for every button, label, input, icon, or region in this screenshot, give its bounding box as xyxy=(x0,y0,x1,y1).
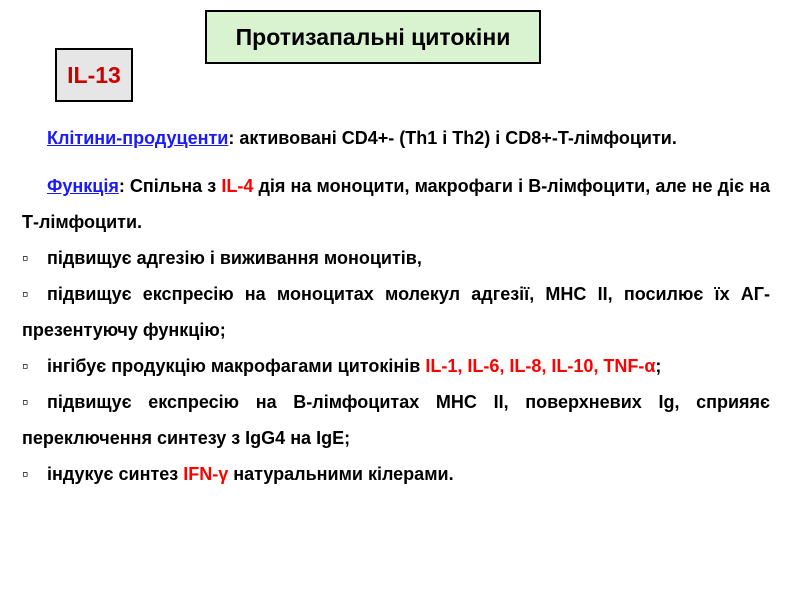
function-text-before: : Спільна з xyxy=(118,176,222,196)
bullet-after-text: ; xyxy=(655,356,662,376)
bullet-marker-icon: ▫ xyxy=(22,464,29,484)
function-paragraph xyxy=(22,168,770,240)
slide-title: Протизапальні цитокіни xyxy=(205,10,541,64)
bullet-text: індукує синтез xyxy=(47,464,184,484)
bullet-text: підвищує адгезію і виживання моноцитів, xyxy=(47,248,422,268)
bullet-text: підвищує експресію на В-лімфоцитах МНС ІІ, поверхневих Ig, сприяяє переключення синтезу з IgG4 на IgE; xyxy=(22,392,770,448)
function-text-after: дія на моноцити, макрофаги і В-лімфоцити, але не діє на Т-лімфоцити. xyxy=(22,176,770,232)
bullet-marker-icon: ▫ xyxy=(22,356,29,376)
bullet-item xyxy=(22,456,770,492)
cytokine-tag: IL-13 xyxy=(55,48,133,102)
producers-paragraph xyxy=(22,120,770,156)
paragraph-gap xyxy=(22,156,770,168)
bullet-red-text: IFN-γ xyxy=(183,464,229,484)
producers-label: Клітини-продуценти xyxy=(47,128,229,148)
bullet-item xyxy=(22,276,770,348)
bullet-marker-icon: ▫ xyxy=(22,248,29,268)
bullet-marker-icon: ▫ xyxy=(22,392,29,412)
bullet-red-text: IL-1, IL-6, IL-8, IL-10, TNF-α xyxy=(425,356,656,376)
bullet-after-text: натуральними кілерами. xyxy=(228,464,454,484)
slide-content xyxy=(22,120,770,492)
bullet-item xyxy=(22,384,770,456)
function-label: Функція xyxy=(47,176,119,196)
bullet-marker-icon: ▫ xyxy=(22,284,29,304)
bullet-item xyxy=(22,240,770,276)
producers-text: : активовані CD4+- (Th1 і Th2) і CD8+-T-лімфоцити. xyxy=(228,128,677,148)
bullet-text: інгібує продукцію макрофагами цитокінів xyxy=(47,356,426,376)
function-red-term: IL-4 xyxy=(221,176,254,196)
bullet-text: підвищує експресію на моноцитах молекул адгезії, МНС ІІ, посилює їх АГ-презентуючу функцію; xyxy=(22,284,770,340)
bullet-item xyxy=(22,348,770,384)
